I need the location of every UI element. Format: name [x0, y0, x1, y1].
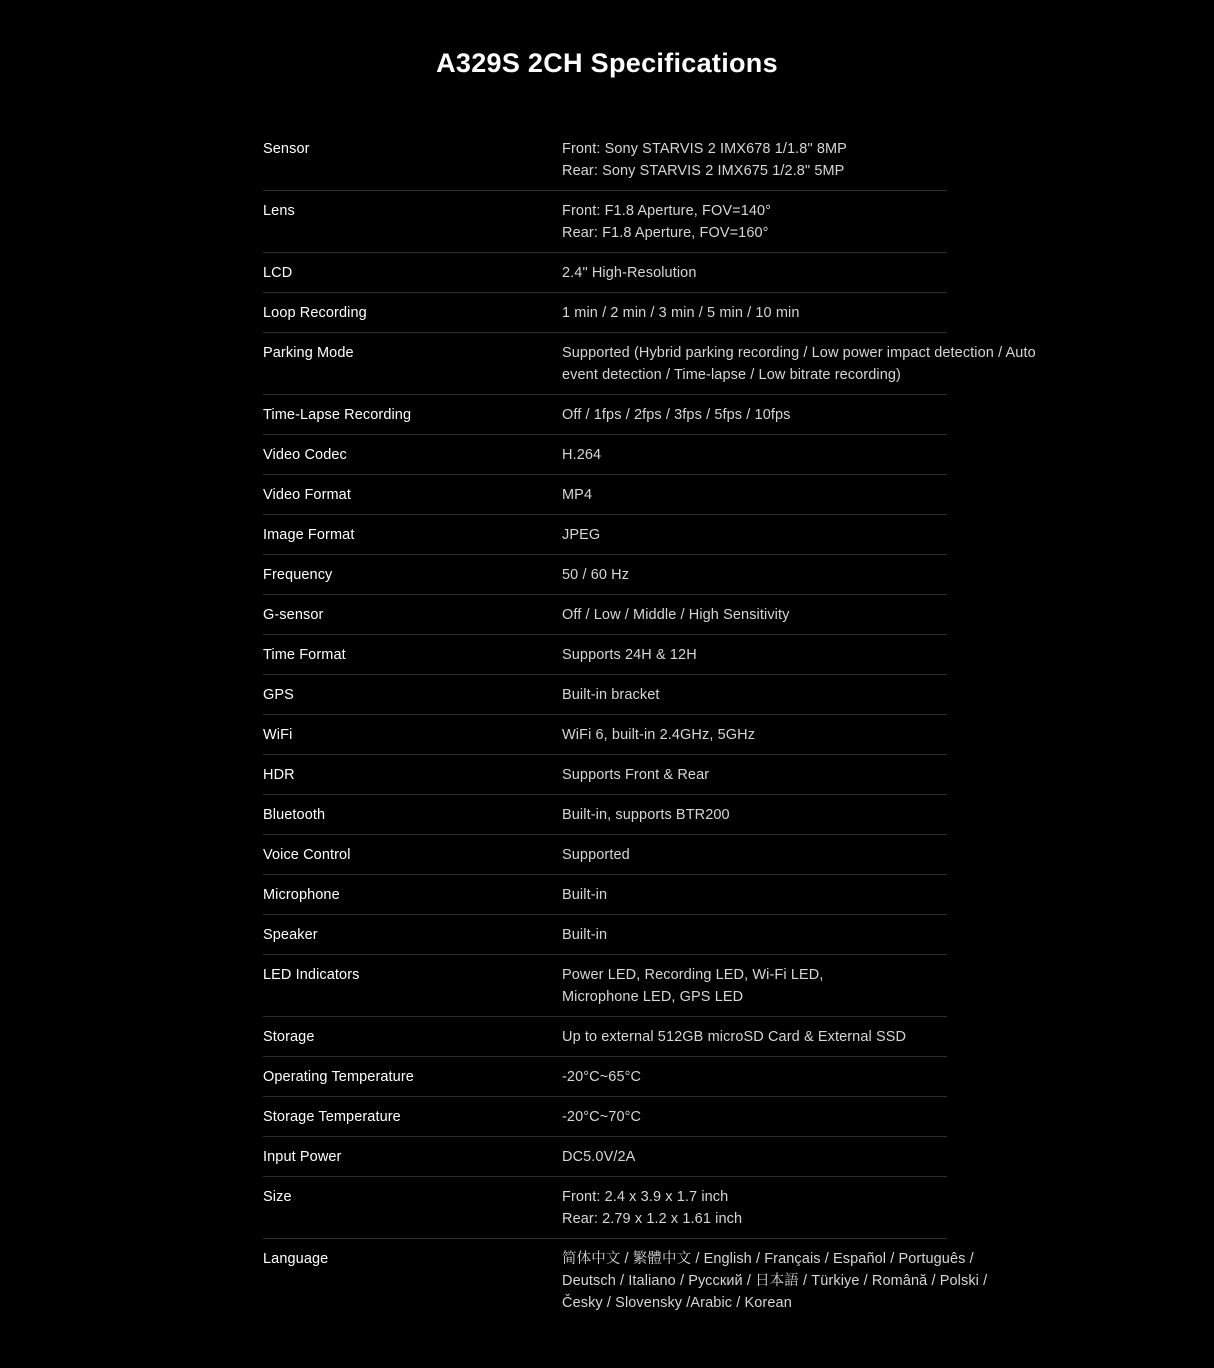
spec-value-line: Built-in	[562, 887, 608, 903]
spec-row-label: Sensor	[263, 141, 310, 157]
spec-row-value	[562, 524, 1017, 546]
spec-value-line: Built-in bracket	[562, 687, 660, 703]
spec-row	[263, 635, 947, 675]
spec-row-value	[562, 644, 1017, 666]
spec-row	[263, 395, 947, 435]
spec-value-line: 50 / 60 Hz	[562, 567, 630, 583]
spec-value-line: -20°C~65°C	[562, 1069, 642, 1085]
spec-row	[263, 435, 947, 475]
spec-row-label: LCD	[263, 265, 293, 281]
spec-row-label: G-sensor	[263, 607, 324, 623]
spec-value-line: Off / Low / Middle / High Sensitivity	[562, 607, 790, 623]
spec-value-line: Front: Sony STARVIS 2 IMX678 1/1.8" 8MP	[562, 141, 847, 157]
spec-value-line: Power LED, Recording LED, Wi-Fi LED,	[562, 967, 824, 983]
spec-row-value	[562, 1026, 1017, 1048]
spec-value-line: Česky / Slovensky /Arabic / Korean	[562, 1295, 792, 1311]
spec-row-label: Input Power	[263, 1149, 342, 1165]
spec-row	[263, 675, 947, 715]
spec-row-value	[562, 1146, 1017, 1168]
spec-table	[263, 129, 1036, 1322]
spec-row	[263, 595, 947, 635]
spec-row-label: Language	[263, 1251, 329, 1267]
spec-value-line: WiFi 6, built-in 2.4GHz, 5GHz	[562, 727, 756, 743]
spec-row	[263, 1177, 947, 1239]
spec-row	[263, 1239, 988, 1322]
spec-row-label: Voice Control	[263, 847, 351, 863]
spec-value-line: Front: 2.4 x 3.9 x 1.7 inch	[562, 1189, 729, 1205]
spec-row-value	[562, 1066, 1017, 1088]
spec-row-label: WiFi	[263, 727, 293, 743]
spec-value-line: Up to external 512GB microSD Card & External SSD	[562, 1029, 907, 1045]
spec-row	[263, 1137, 947, 1177]
spec-row	[263, 755, 947, 795]
spec-value-line: Front: F1.8 Aperture, FOV=140°	[562, 203, 772, 219]
spec-row	[263, 1017, 947, 1057]
spec-row-value	[562, 342, 1036, 386]
spec-row-label: Frequency	[263, 567, 333, 583]
spec-value-line: MP4	[562, 487, 593, 503]
spec-row	[263, 191, 947, 253]
spec-value-line: Rear: Sony STARVIS 2 IMX675 1/2.8" 5MP	[562, 163, 845, 179]
spec-row	[263, 253, 947, 293]
spec-value-line: Supported (Hybrid parking recording / Low power impact detection / Auto	[562, 345, 1036, 361]
spec-row	[263, 333, 1036, 395]
spec-row-label: Microphone	[263, 887, 340, 903]
spec-row-value	[562, 1186, 1017, 1230]
spec-value-line: 2.4" High-Resolution	[562, 265, 697, 281]
spec-value-line: Deutsch / Italiano / Русский / 日本語 / Türkiye / Română / Polski /	[562, 1273, 988, 1289]
spec-row-label: Speaker	[263, 927, 318, 943]
spec-row	[263, 955, 947, 1017]
spec-value-line: JPEG	[562, 527, 601, 543]
spec-row-label: Image Format	[263, 527, 355, 543]
spec-row-value	[562, 724, 1017, 746]
spec-value-line: Built-in	[562, 927, 608, 943]
spec-row	[263, 555, 947, 595]
spec-row-value	[562, 262, 1017, 284]
spec-row	[263, 795, 947, 835]
spec-row-value	[562, 138, 1017, 182]
spec-row-label: Size	[263, 1189, 292, 1205]
spec-row-label: Video Codec	[263, 447, 347, 463]
spec-value-line: H.264	[562, 447, 602, 463]
spec-value-line: Supports 24H & 12H	[562, 647, 697, 663]
spec-row-value	[562, 804, 1017, 826]
spec-row-label: LED Indicators	[263, 967, 360, 983]
spec-row-value	[562, 764, 1017, 786]
spec-row	[263, 1097, 947, 1137]
spec-row-value	[562, 884, 1017, 906]
spec-row-label: Storage Temperature	[263, 1109, 401, 1125]
spec-value-line: event detection / Time-lapse / Low bitrate recording)	[562, 367, 901, 383]
spec-row-value	[562, 684, 1017, 706]
spec-value-line: -20°C~70°C	[562, 1109, 642, 1125]
spec-row	[263, 915, 947, 955]
spec-row-label: Lens	[263, 203, 295, 219]
spec-row-value	[562, 564, 1017, 586]
spec-row-label: HDR	[263, 767, 295, 783]
spec-row-label: Time Format	[263, 647, 346, 663]
spec-row	[263, 515, 947, 555]
spec-row-label: Storage	[263, 1029, 315, 1045]
spec-value-line: Supported	[562, 847, 630, 863]
spec-value-line: Built-in, supports BTR200	[562, 807, 730, 823]
spec-row	[263, 875, 947, 915]
spec-row-label: Bluetooth	[263, 807, 326, 823]
spec-row	[263, 475, 947, 515]
spec-row	[263, 1057, 947, 1097]
spec-value-line: Supports Front & Rear	[562, 767, 710, 783]
spec-row-label: Time-Lapse Recording	[263, 407, 412, 423]
spec-row	[263, 835, 947, 875]
spec-row-value	[562, 924, 1017, 946]
spec-row-label: Video Format	[263, 487, 351, 503]
spec-row-value	[562, 404, 1017, 426]
spec-row	[263, 715, 947, 755]
spec-row-value	[562, 302, 1017, 324]
spec-row	[263, 129, 947, 191]
spec-row-label: Operating Temperature	[263, 1069, 414, 1085]
spec-row-value	[562, 604, 1017, 626]
spec-row	[263, 293, 947, 333]
spec-row-value	[562, 844, 1017, 866]
spec-row-value	[562, 1106, 1017, 1128]
spec-value-line: Microphone LED, GPS LED	[562, 989, 744, 1005]
spec-row-value	[562, 484, 1017, 506]
page-title: A329S 2CH Specifications	[436, 48, 778, 78]
spec-row-label: GPS	[263, 687, 294, 703]
spec-value-line: Off / 1fps / 2fps / 3fps / 5fps / 10fps	[562, 407, 791, 423]
spec-value-line: Rear: 2.79 x 1.2 x 1.61 inch	[562, 1211, 743, 1227]
spec-value-line: Rear: F1.8 Aperture, FOV=160°	[562, 225, 769, 241]
spec-row-value	[562, 1248, 1017, 1314]
spec-value-line: 简体中文 / 繁體中文 / English / Français / Español / Português /	[562, 1251, 974, 1267]
spec-value-line: 1 min / 2 min / 3 min / 5 min / 10 min	[562, 305, 800, 321]
spec-row-value	[562, 200, 1017, 244]
spec-row-value	[562, 964, 1017, 1008]
spec-row-label: Loop Recording	[263, 305, 367, 321]
spec-value-line: DC5.0V/2A	[562, 1149, 636, 1165]
spec-row-label: Parking Mode	[263, 345, 354, 361]
spec-row-value	[562, 444, 1017, 466]
